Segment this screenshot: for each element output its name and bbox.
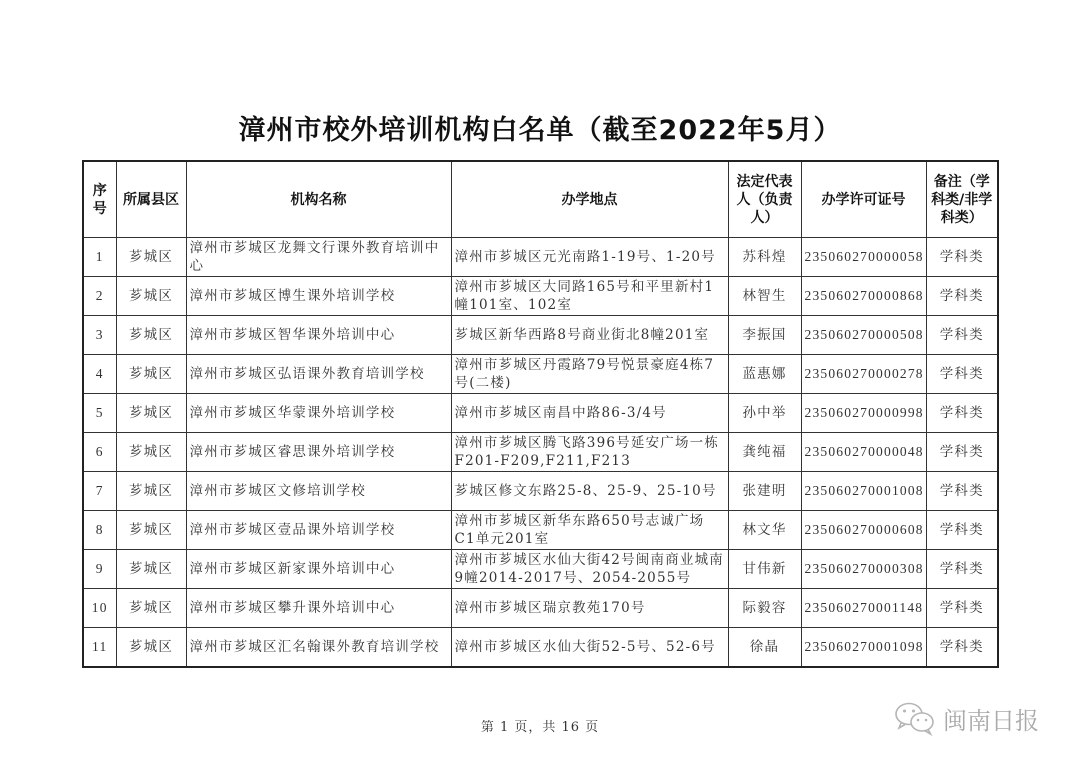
cell-legal-representative: 甘伟新	[728, 550, 801, 589]
table-row	[83, 316, 998, 355]
cell-license-no: 235060270000868	[801, 277, 926, 316]
cell-category: 学科类	[926, 277, 998, 316]
cell-license-no: 235060270001098	[801, 628, 926, 668]
cell-institution-name: 漳州市芗城区睿思课外培训学校	[186, 433, 451, 472]
cell-legal-representative: 林智生	[728, 277, 801, 316]
table-row	[83, 628, 998, 668]
cell-legal-representative: 龚纯福	[728, 433, 801, 472]
cell-category: 学科类	[926, 472, 998, 511]
table-row	[83, 238, 998, 277]
cell-institution-name: 漳州市芗城区华蒙课外培训学校	[186, 394, 451, 433]
cell-license-no: 235060270000998	[801, 394, 926, 433]
cell-serial-no: 4	[83, 355, 116, 394]
whitelist-table	[82, 160, 999, 668]
cell-category: 学科类	[926, 394, 998, 433]
cell-institution-name: 漳州市芗城区智华课外培训中心	[186, 316, 451, 355]
cell-license-no: 235060270000058	[801, 238, 926, 277]
cell-license-no: 235060270000278	[801, 355, 926, 394]
cell-legal-representative: 际毅容	[728, 589, 801, 628]
cell-serial-no: 2	[83, 277, 116, 316]
cell-district: 芗城区	[116, 316, 186, 355]
cell-serial-no: 10	[83, 589, 116, 628]
cell-serial-no: 3	[83, 316, 116, 355]
cell-category: 学科类	[926, 628, 998, 668]
cell-institution-name: 漳州市芗城区汇名翰课外教育培训学校	[186, 628, 451, 668]
cell-district: 芗城区	[116, 589, 186, 628]
cell-legal-representative: 蓝惠娜	[728, 355, 801, 394]
cell-license-no: 235060270001008	[801, 472, 926, 511]
table-header	[83, 161, 998, 238]
cell-address: 芗城区新华西路8号商业街北8幢201室	[451, 316, 728, 355]
cell-institution-name: 漳州市芗城区新家课外培训中心	[186, 550, 451, 589]
cell-district: 芗城区	[116, 394, 186, 433]
cell-category: 学科类	[926, 238, 998, 277]
cell-serial-no: 9	[83, 550, 116, 589]
header-category: 备注（学科类/非学科类）	[926, 161, 998, 238]
cell-institution-name: 漳州市芗城区攀升课外培训中心	[186, 589, 451, 628]
table-row	[83, 433, 998, 472]
cell-district: 芗城区	[116, 511, 186, 550]
cell-district: 芗城区	[116, 238, 186, 277]
cell-address: 漳州市芗城区丹霞路79号悦景豪庭4栋7号(二楼)	[451, 355, 728, 394]
header-serial-no: 序号	[83, 161, 116, 238]
cell-category: 学科类	[926, 316, 998, 355]
header-legal-representative: 法定代表人（负责人）	[728, 161, 801, 238]
table-row	[83, 589, 998, 628]
cell-address: 漳州市芗城区南昌中路86-3/4号	[451, 394, 728, 433]
cell-institution-name: 漳州市芗城区文修培训学校	[186, 472, 451, 511]
cell-address: 漳州市芗城区元光南路1-19号、1-20号	[451, 238, 728, 277]
table-row	[83, 277, 998, 316]
cell-district: 芗城区	[116, 277, 186, 316]
cell-institution-name: 漳州市芗城区龙舞文行课外教育培训中心	[186, 238, 451, 277]
cell-address: 漳州市芗城区水仙大街52-5号、52-6号	[451, 628, 728, 668]
cell-license-no: 235060270000608	[801, 511, 926, 550]
cell-address: 漳州市芗城区腾飞路396号延安广场一栋F201-F209,F211,F213	[451, 433, 728, 472]
cell-legal-representative: 孙中举	[728, 394, 801, 433]
cell-serial-no: 6	[83, 433, 116, 472]
cell-category: 学科类	[926, 433, 998, 472]
cell-legal-representative: 苏科煌	[728, 238, 801, 277]
cell-address: 芗城区修文东路25-8、25-9、25-10号	[451, 472, 728, 511]
cell-license-no: 235060270001148	[801, 589, 926, 628]
cell-address: 漳州市芗城区新华东路650号志诚广场C1单元201室	[451, 511, 728, 550]
wechat-icon	[893, 700, 937, 736]
cell-legal-representative: 张建明	[728, 472, 801, 511]
cell-district: 芗城区	[116, 550, 186, 589]
table-row	[83, 550, 998, 589]
cell-serial-no: 7	[83, 472, 116, 511]
cell-district: 芗城区	[116, 472, 186, 511]
cell-serial-no: 11	[83, 628, 116, 668]
cell-serial-no: 1	[83, 238, 116, 277]
cell-address: 漳州市芗城区瑞京教苑170号	[451, 589, 728, 628]
cell-legal-representative: 林文华	[728, 511, 801, 550]
cell-address: 漳州市芗城区大同路165号和平里新村1幢101室、102室	[451, 277, 728, 316]
watermark	[893, 700, 1039, 736]
table-row	[83, 355, 998, 394]
cell-category: 学科类	[926, 511, 998, 550]
header-address: 办学地点	[451, 161, 728, 238]
table-row	[83, 472, 998, 511]
cell-category: 学科类	[926, 550, 998, 589]
cell-serial-no: 8	[83, 511, 116, 550]
header-license-no: 办学许可证号	[801, 161, 926, 238]
cell-category: 学科类	[926, 355, 998, 394]
header-institution-name: 机构名称	[186, 161, 451, 238]
cell-district: 芗城区	[116, 628, 186, 668]
header-district: 所属县区	[116, 161, 186, 238]
page-number: 第 1 页，共 16 页	[480, 720, 600, 735]
cell-license-no: 235060270000508	[801, 316, 926, 355]
document-title: 漳州市校外培训机构白名单（截至2022年5月）	[238, 115, 842, 146]
cell-serial-no: 5	[83, 394, 116, 433]
cell-legal-representative: 徐晶	[728, 628, 801, 668]
cell-category: 学科类	[926, 589, 998, 628]
cell-institution-name: 漳州市芗城区博生课外培训学校	[186, 277, 451, 316]
table-row	[83, 394, 998, 433]
cell-institution-name: 漳州市芗城区弘语课外教育培训学校	[186, 355, 451, 394]
table-body	[83, 238, 998, 668]
table-row	[83, 511, 998, 550]
cell-district: 芗城区	[116, 433, 186, 472]
cell-license-no: 235060270000048	[801, 433, 926, 472]
cell-legal-representative: 李振国	[728, 316, 801, 355]
cell-institution-name: 漳州市芗城区壹品课外培训学校	[186, 511, 451, 550]
cell-license-no: 235060270000308	[801, 550, 926, 589]
cell-address: 漳州市芗城区水仙大街42号闽南商业城南9幢2014-2017号、2054-2055号	[451, 550, 728, 589]
watermark-text: 闽南日报	[943, 706, 1039, 735]
cell-district: 芗城区	[116, 355, 186, 394]
